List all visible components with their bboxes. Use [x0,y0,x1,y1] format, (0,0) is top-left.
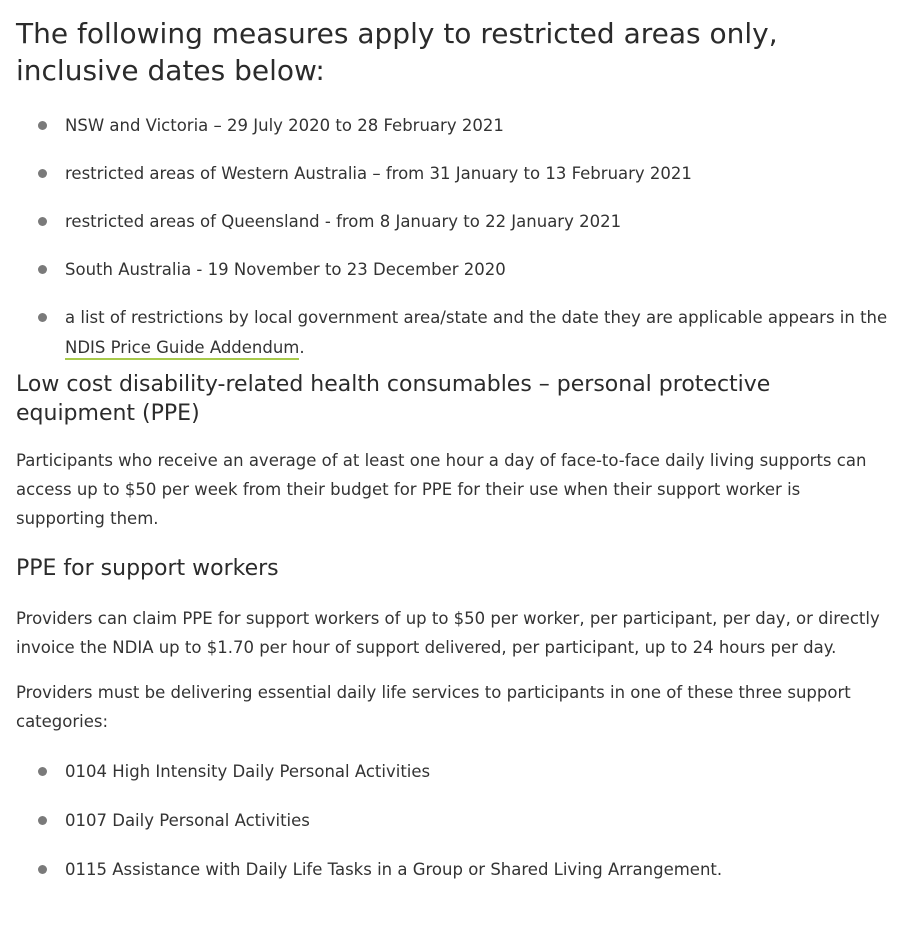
list-item-text: 0104 High Intensity Daily Personal Activities [65,762,431,781]
bullet-icon [38,313,47,322]
list-item-text-end: . [299,338,305,357]
list-item [16,207,891,237]
list-item [16,806,891,836]
bullet-icon [38,121,47,130]
bullet-icon [38,265,47,274]
list-item-text: 0107 Daily Personal Activities [65,811,310,830]
low-cost-ppe-heading: Low cost disability-related health consumables – personal protective equipment (PPE) [16,372,771,426]
price-guide-addendum-link[interactable]: NDIS Price Guide Addendum [65,338,299,360]
page-title: The following measures apply to restricted areas only, inclusive dates below: [16,17,778,87]
support-categories-list [16,757,891,885]
list-item-text: NSW and Victoria – 29 July 2020 to 28 February 2021 [65,116,504,135]
low-cost-ppe-paragraph: Participants who receive an average of at least one hour a day of face-to-face daily living supports can access up to $50 per week from their budget for PPE for their use when their support worker is supporting them. [16,451,867,528]
list-item [16,855,891,885]
ppe-support-workers-heading: PPE for support workers [16,556,279,581]
list-item [16,757,891,787]
ppe-categories-intro: Providers must be delivering essential daily life services to participants in one of these three support categories: [16,683,851,731]
bullet-icon [38,169,47,178]
list-item [16,111,891,141]
list-item [16,159,891,189]
list-item [16,303,891,363]
list-item-text: restricted areas of Western Australia – from 31 January to 13 February 2021 [65,164,692,183]
list-item-text: 0115 Assistance with Daily Life Tasks in a Group or Shared Living Arrangement. [65,860,723,879]
bullet-icon [38,217,47,226]
list-item [16,255,891,285]
ppe-claim-paragraph: Providers can claim PPE for support workers of up to $50 per worker, per participant, per day, or directly invoice the NDIA up to $1.70 per hour of support delivered, per participant, up to 24 hours per day. [16,609,880,657]
bullet-icon [38,767,47,776]
list-item-text: South Australia - 19 November to 23 December 2020 [65,260,506,279]
bullet-icon [38,865,47,874]
list-item-text: a list of restrictions by local government area/state and the date they are applicable appears in the [65,308,888,327]
bullet-icon [38,816,47,825]
restricted-dates-list [16,111,891,363]
list-item-text: restricted areas of Queensland - from 8 January to 22 January 2021 [65,212,622,231]
